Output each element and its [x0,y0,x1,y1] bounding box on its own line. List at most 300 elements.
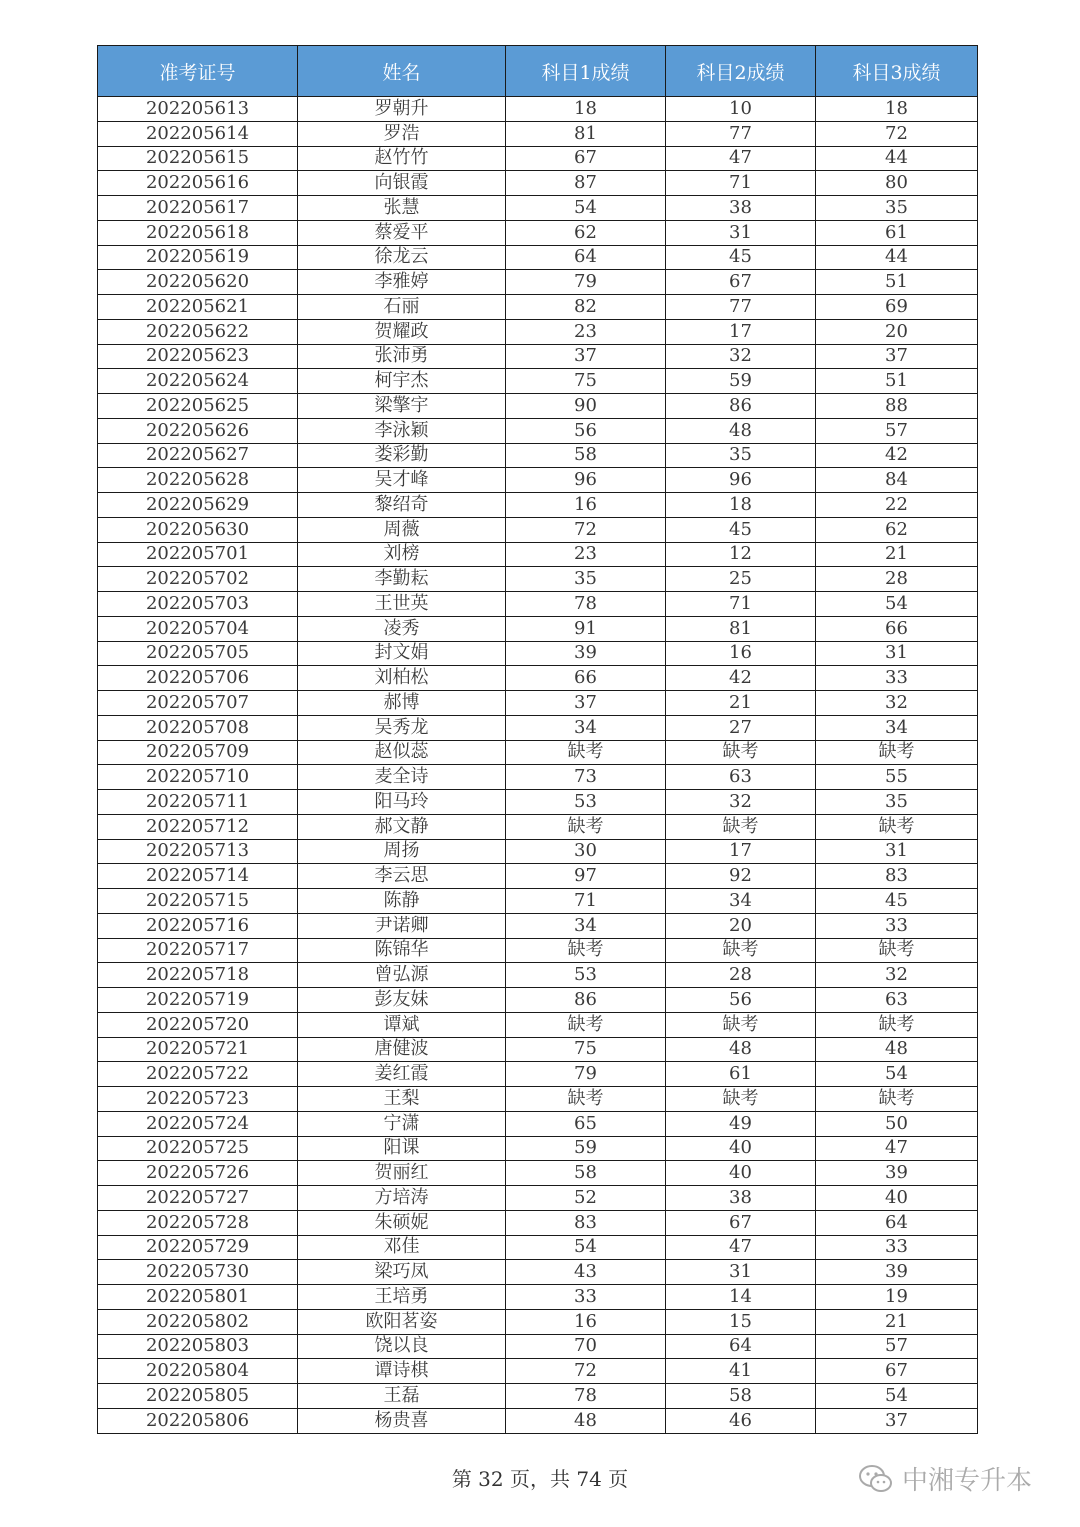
cell-exam-id: 202205624 [98,369,298,394]
cell-name: 陈锦华 [298,938,506,963]
table-row [98,1186,978,1211]
cell-subject2-score: 41 [666,1359,816,1384]
cell-exam-id: 202205721 [98,1037,298,1062]
cell-name: 吴才峰 [298,468,506,493]
cell-subject2-score: 38 [666,196,816,221]
cell-subject3-score: 33 [816,666,978,691]
cell-subject2-score: 58 [666,1384,816,1409]
cell-subject2-score: 10 [666,97,816,122]
cell-name: 凌秀 [298,616,506,641]
cell-subject3-score: 69 [816,295,978,320]
cell-name: 吴秀龙 [298,715,506,740]
cell-subject2-score: 61 [666,1062,816,1087]
table-row [98,493,978,518]
cell-subject1-score: 48 [506,1408,666,1433]
cell-exam-id: 202205619 [98,245,298,270]
cell-subject3-score: 缺考 [816,1012,978,1037]
cell-name: 宁潇 [298,1111,506,1136]
cell-exam-id: 202205717 [98,938,298,963]
cell-subject3-score: 64 [816,1210,978,1235]
cell-exam-id: 202205806 [98,1408,298,1433]
cell-subject3-score: 47 [816,1136,978,1161]
cell-subject3-score: 19 [816,1285,978,1310]
cell-subject2-score: 34 [666,889,816,914]
cell-subject2-score: 17 [666,319,816,344]
cell-subject3-score: 33 [816,1235,978,1260]
table-row [98,121,978,146]
cell-subject3-score: 54 [816,592,978,617]
table-row [98,790,978,815]
table-row [98,97,978,122]
cell-exam-id: 202205614 [98,121,298,146]
cell-subject3-score: 22 [816,493,978,518]
cell-exam-id: 202205628 [98,468,298,493]
cell-subject3-score: 63 [816,988,978,1013]
cell-exam-id: 202205708 [98,715,298,740]
cell-subject2-score: 45 [666,517,816,542]
table-body [98,97,978,1434]
cell-subject1-score: 56 [506,418,666,443]
cell-subject1-score: 78 [506,1384,666,1409]
table-row [98,344,978,369]
cell-exam-id: 202205706 [98,666,298,691]
cell-subject3-score: 42 [816,443,978,468]
cell-name: 姜红霞 [298,1062,506,1087]
cell-subject1-score: 54 [506,1235,666,1260]
table-row [98,1136,978,1161]
cell-subject3-score: 51 [816,369,978,394]
cell-exam-id: 202205724 [98,1111,298,1136]
cell-subject2-score: 71 [666,592,816,617]
wechat-icon [858,1464,894,1494]
cell-name: 刘榜 [298,542,506,567]
cell-name: 欧阳茗姿 [298,1309,506,1334]
cell-subject2-score: 20 [666,913,816,938]
cell-exam-id: 202205617 [98,196,298,221]
table-row [98,369,978,394]
cell-subject1-score: 缺考 [506,938,666,963]
cell-subject3-score: 32 [816,691,978,716]
watermark-text: 中湘专升本 [902,1466,1033,1496]
cell-name: 陈静 [298,889,506,914]
cell-subject3-score: 35 [816,790,978,815]
table-row [98,814,978,839]
cell-subject1-score: 64 [506,245,666,270]
cell-subject2-score: 12 [666,542,816,567]
cell-subject1-score: 87 [506,171,666,196]
cell-subject1-score: 59 [506,1136,666,1161]
cell-subject1-score: 54 [506,196,666,221]
table-row [98,1260,978,1285]
cell-exam-id: 202205713 [98,839,298,864]
cell-exam-id: 202205629 [98,493,298,518]
cell-subject1-score: 23 [506,542,666,567]
cell-exam-id: 202205709 [98,740,298,765]
table-row [98,765,978,790]
cell-subject2-score: 48 [666,418,816,443]
table-row [98,963,978,988]
cell-name: 方培涛 [298,1186,506,1211]
cell-exam-id: 202205711 [98,790,298,815]
cell-subject3-score: 51 [816,270,978,295]
cell-subject3-score: 57 [816,1334,978,1359]
cell-name: 蔡爱平 [298,220,506,245]
cell-subject3-score: 62 [816,517,978,542]
cell-subject2-score: 77 [666,295,816,320]
cell-subject1-score: 43 [506,1260,666,1285]
cell-subject2-score: 32 [666,344,816,369]
cell-subject1-score: 70 [506,1334,666,1359]
cell-subject1-score: 73 [506,765,666,790]
cell-name: 阳课 [298,1136,506,1161]
cell-exam-id: 202205707 [98,691,298,716]
cell-subject1-score: 34 [506,913,666,938]
cell-subject3-score: 39 [816,1260,978,1285]
cell-name: 郝文静 [298,814,506,839]
cell-subject2-score: 47 [666,146,816,171]
cell-subject2-score: 40 [666,1161,816,1186]
cell-subject2-score: 67 [666,1210,816,1235]
table-row [98,1087,978,1112]
table-row [98,889,978,914]
table-row [98,666,978,691]
cell-subject1-score: 91 [506,616,666,641]
cell-subject1-score: 23 [506,319,666,344]
table-row [98,1037,978,1062]
cell-subject3-score: 21 [816,542,978,567]
table-row [98,567,978,592]
cell-subject1-score: 78 [506,592,666,617]
cell-name: 邓佳 [298,1235,506,1260]
table-row [98,394,978,419]
cell-name: 张沛勇 [298,344,506,369]
cell-subject2-score: 缺考 [666,1087,816,1112]
table-row [98,1062,978,1087]
cell-subject3-score: 50 [816,1111,978,1136]
cell-exam-id: 202205622 [98,319,298,344]
header-subject2-score: 科目2成绩 [666,46,816,97]
cell-exam-id: 202205729 [98,1235,298,1260]
cell-subject2-score: 49 [666,1111,816,1136]
cell-exam-id: 202205730 [98,1260,298,1285]
table-row [98,938,978,963]
cell-subject2-score: 27 [666,715,816,740]
cell-exam-id: 202205804 [98,1359,298,1384]
cell-name: 李泳颖 [298,418,506,443]
cell-subject3-score: 55 [816,765,978,790]
table-row [98,542,978,567]
cell-exam-id: 202205701 [98,542,298,567]
cell-subject1-score: 97 [506,864,666,889]
cell-subject1-score: 34 [506,715,666,740]
cell-name: 封文娟 [298,641,506,666]
cell-name: 李雅婷 [298,270,506,295]
cell-subject1-score: 39 [506,641,666,666]
table-row [98,1309,978,1334]
table-row [98,468,978,493]
cell-subject2-score: 16 [666,641,816,666]
cell-name: 娄彩勤 [298,443,506,468]
cell-subject1-score: 16 [506,493,666,518]
cell-subject2-score: 81 [666,616,816,641]
table-row [98,171,978,196]
cell-exam-id: 202205714 [98,864,298,889]
table-row [98,1408,978,1433]
cell-subject3-score: 31 [816,839,978,864]
cell-subject2-score: 77 [666,121,816,146]
cell-subject2-score: 缺考 [666,938,816,963]
cell-name: 彭友妹 [298,988,506,1013]
cell-subject1-score: 52 [506,1186,666,1211]
cell-subject3-score: 44 [816,245,978,270]
cell-exam-id: 202205726 [98,1161,298,1186]
cell-name: 贺耀政 [298,319,506,344]
table-row [98,270,978,295]
cell-subject1-score: 53 [506,963,666,988]
cell-subject1-score: 72 [506,1359,666,1384]
cell-subject2-score: 38 [666,1186,816,1211]
table-header [98,46,978,97]
table-row [98,517,978,542]
cell-name: 王磊 [298,1384,506,1409]
cell-exam-id: 202205801 [98,1285,298,1310]
cell-exam-id: 202205613 [98,97,298,122]
cell-name: 曾弘源 [298,963,506,988]
cell-subject1-score: 79 [506,1062,666,1087]
cell-subject1-score: 缺考 [506,1012,666,1037]
cell-subject1-score: 16 [506,1309,666,1334]
cell-subject2-score: 46 [666,1408,816,1433]
table-row [98,740,978,765]
cell-subject1-score: 67 [506,146,666,171]
cell-name: 周扬 [298,839,506,864]
cell-name: 刘柏松 [298,666,506,691]
cell-name: 谭诗棋 [298,1359,506,1384]
cell-subject3-score: 32 [816,963,978,988]
cell-subject1-score: 82 [506,295,666,320]
cell-subject2-score: 31 [666,1260,816,1285]
cell-name: 王梨 [298,1087,506,1112]
cell-exam-id: 202205802 [98,1309,298,1334]
cell-name: 赵竹竹 [298,146,506,171]
cell-subject1-score: 缺考 [506,1087,666,1112]
table-row [98,616,978,641]
table-row [98,1285,978,1310]
table-row [98,1111,978,1136]
cell-subject2-score: 42 [666,666,816,691]
score-table [97,45,978,1434]
cell-name: 向银霞 [298,171,506,196]
table-row [98,864,978,889]
cell-name: 李勤耘 [298,567,506,592]
cell-name: 罗朝升 [298,97,506,122]
cell-name: 李云思 [298,864,506,889]
cell-subject3-score: 20 [816,319,978,344]
cell-subject2-score: 32 [666,790,816,815]
table-row [98,691,978,716]
cell-exam-id: 202205719 [98,988,298,1013]
cell-exam-id: 202205620 [98,270,298,295]
cell-subject2-score: 25 [666,567,816,592]
cell-subject3-score: 54 [816,1384,978,1409]
cell-exam-id: 202205627 [98,443,298,468]
cell-subject2-score: 14 [666,1285,816,1310]
cell-subject3-score: 缺考 [816,938,978,963]
cell-name: 石丽 [298,295,506,320]
cell-exam-id: 202205720 [98,1012,298,1037]
cell-exam-id: 202205625 [98,394,298,419]
cell-exam-id: 202205715 [98,889,298,914]
cell-name: 梁擎宇 [298,394,506,419]
cell-subject1-score: 33 [506,1285,666,1310]
cell-exam-id: 202205728 [98,1210,298,1235]
cell-subject2-score: 56 [666,988,816,1013]
table-row [98,839,978,864]
cell-subject1-score: 65 [506,1111,666,1136]
cell-subject3-score: 44 [816,146,978,171]
cell-subject3-score: 61 [816,220,978,245]
table-row [98,1359,978,1384]
table-row [98,418,978,443]
cell-name: 徐龙云 [298,245,506,270]
cell-name: 柯宇杰 [298,369,506,394]
cell-subject1-score: 58 [506,443,666,468]
cell-subject3-score: 45 [816,889,978,914]
cell-subject1-score: 37 [506,691,666,716]
cell-name: 尹诺卿 [298,913,506,938]
cell-exam-id: 202205705 [98,641,298,666]
cell-subject3-score: 18 [816,97,978,122]
cell-subject2-score: 71 [666,171,816,196]
cell-name: 阳马玲 [298,790,506,815]
cell-name: 唐健波 [298,1037,506,1062]
table-row [98,1210,978,1235]
table-row [98,913,978,938]
cell-exam-id: 202205805 [98,1384,298,1409]
cell-subject1-score: 72 [506,517,666,542]
cell-exam-id: 202205630 [98,517,298,542]
cell-subject1-score: 53 [506,790,666,815]
cell-subject1-score: 96 [506,468,666,493]
cell-name: 贺丽红 [298,1161,506,1186]
cell-subject1-score: 75 [506,1037,666,1062]
header-row [98,46,978,97]
cell-subject1-score: 83 [506,1210,666,1235]
cell-exam-id: 202205716 [98,913,298,938]
table-row [98,319,978,344]
cell-subject2-score: 缺考 [666,740,816,765]
table-row [98,1012,978,1037]
cell-subject1-score: 90 [506,394,666,419]
cell-subject2-score: 47 [666,1235,816,1260]
cell-subject1-score: 79 [506,270,666,295]
cell-exam-id: 202205623 [98,344,298,369]
cell-subject3-score: 21 [816,1309,978,1334]
cell-subject1-score: 66 [506,666,666,691]
cell-subject3-score: 83 [816,864,978,889]
table-row [98,1384,978,1409]
cell-name: 王培勇 [298,1285,506,1310]
table-row [98,146,978,171]
cell-subject2-score: 64 [666,1334,816,1359]
cell-subject1-score: 缺考 [506,814,666,839]
cell-subject1-score: 58 [506,1161,666,1186]
cell-subject2-score: 18 [666,493,816,518]
cell-exam-id: 202205723 [98,1087,298,1112]
table-row [98,641,978,666]
cell-subject2-score: 59 [666,369,816,394]
cell-name: 郝博 [298,691,506,716]
cell-exam-id: 202205718 [98,963,298,988]
cell-subject1-score: 81 [506,121,666,146]
table-row [98,592,978,617]
cell-subject3-score: 37 [816,344,978,369]
cell-exam-id: 202205727 [98,1186,298,1211]
cell-name: 饶以良 [298,1334,506,1359]
cell-subject3-score: 37 [816,1408,978,1433]
table-row [98,220,978,245]
cell-name: 梁巧凤 [298,1260,506,1285]
cell-exam-id: 202205618 [98,220,298,245]
cell-name: 周薇 [298,517,506,542]
cell-subject3-score: 缺考 [816,1087,978,1112]
cell-subject1-score: 71 [506,889,666,914]
cell-subject2-score: 45 [666,245,816,270]
cell-subject2-score: 31 [666,220,816,245]
cell-name: 谭斌 [298,1012,506,1037]
cell-subject3-score: 88 [816,394,978,419]
cell-exam-id: 202205712 [98,814,298,839]
cell-subject3-score: 34 [816,715,978,740]
cell-subject3-score: 80 [816,171,978,196]
table-row [98,1235,978,1260]
header-subject3-score: 科目3成绩 [816,46,978,97]
cell-subject3-score: 28 [816,567,978,592]
cell-exam-id: 202205615 [98,146,298,171]
cell-subject3-score: 31 [816,641,978,666]
cell-exam-id: 202205704 [98,616,298,641]
cell-exam-id: 202205710 [98,765,298,790]
cell-exam-id: 202205725 [98,1136,298,1161]
cell-exam-id: 202205616 [98,171,298,196]
cell-subject2-score: 17 [666,839,816,864]
table-row [98,443,978,468]
table-row [98,245,978,270]
cell-subject3-score: 48 [816,1037,978,1062]
cell-subject2-score: 15 [666,1309,816,1334]
cell-subject3-score: 57 [816,418,978,443]
cell-subject2-score: 86 [666,394,816,419]
table-row [98,715,978,740]
cell-name: 罗浩 [298,121,506,146]
cell-subject2-score: 48 [666,1037,816,1062]
cell-subject1-score: 75 [506,369,666,394]
cell-exam-id: 202205722 [98,1062,298,1087]
cell-subject2-score: 92 [666,864,816,889]
cell-exam-id: 202205703 [98,592,298,617]
table-row [98,1161,978,1186]
header-exam-id: 准考证号 [98,46,298,97]
cell-subject3-score: 39 [816,1161,978,1186]
cell-name: 张慧 [298,196,506,221]
cell-exam-id: 202205803 [98,1334,298,1359]
cell-subject1-score: 35 [506,567,666,592]
cell-subject3-score: 72 [816,121,978,146]
table-row [98,988,978,1013]
cell-subject3-score: 84 [816,468,978,493]
cell-subject2-score: 28 [666,963,816,988]
cell-subject3-score: 54 [816,1062,978,1087]
